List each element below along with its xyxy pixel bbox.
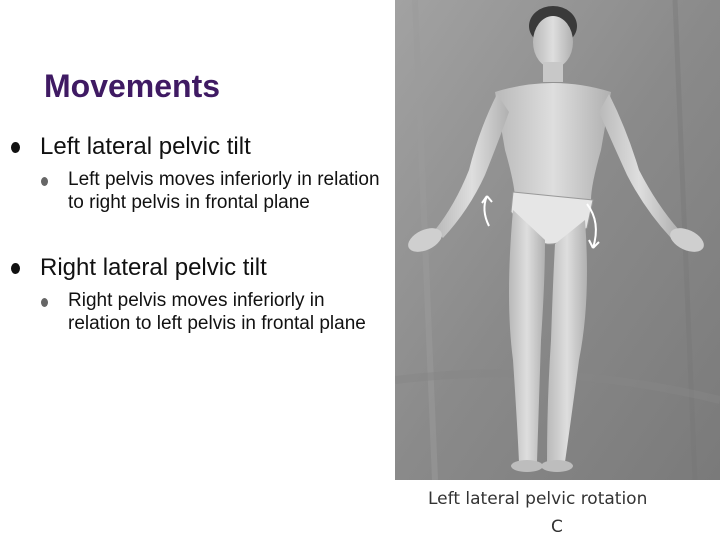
bullet-left-lateral-pelvic-tilt: Left lateral pelvic tilt xyxy=(40,133,251,160)
sub-bullet-left-pelvis-description: Left pelvis moves inferiorly in relation to right pelvis in frontal plane xyxy=(68,169,380,213)
figure-caption: Left lateral pelvic rotation xyxy=(428,489,648,509)
sub-bullet-dot xyxy=(41,298,48,307)
bullet-dot xyxy=(11,263,20,274)
slide-title: Movements xyxy=(44,68,221,104)
sub-bullet-right-pelvis-description: Right pelvis moves inferiorly in relation to left pelvis in frontal plane xyxy=(68,290,366,334)
bullet-right-lateral-pelvic-tilt: Right lateral pelvic tilt xyxy=(40,254,267,281)
sub-bullet-dot xyxy=(41,177,48,186)
anatomy-photo xyxy=(395,0,720,480)
bullet-dot xyxy=(11,142,20,153)
standing-figure-illustration xyxy=(395,0,720,480)
figure-label: C xyxy=(551,517,563,537)
